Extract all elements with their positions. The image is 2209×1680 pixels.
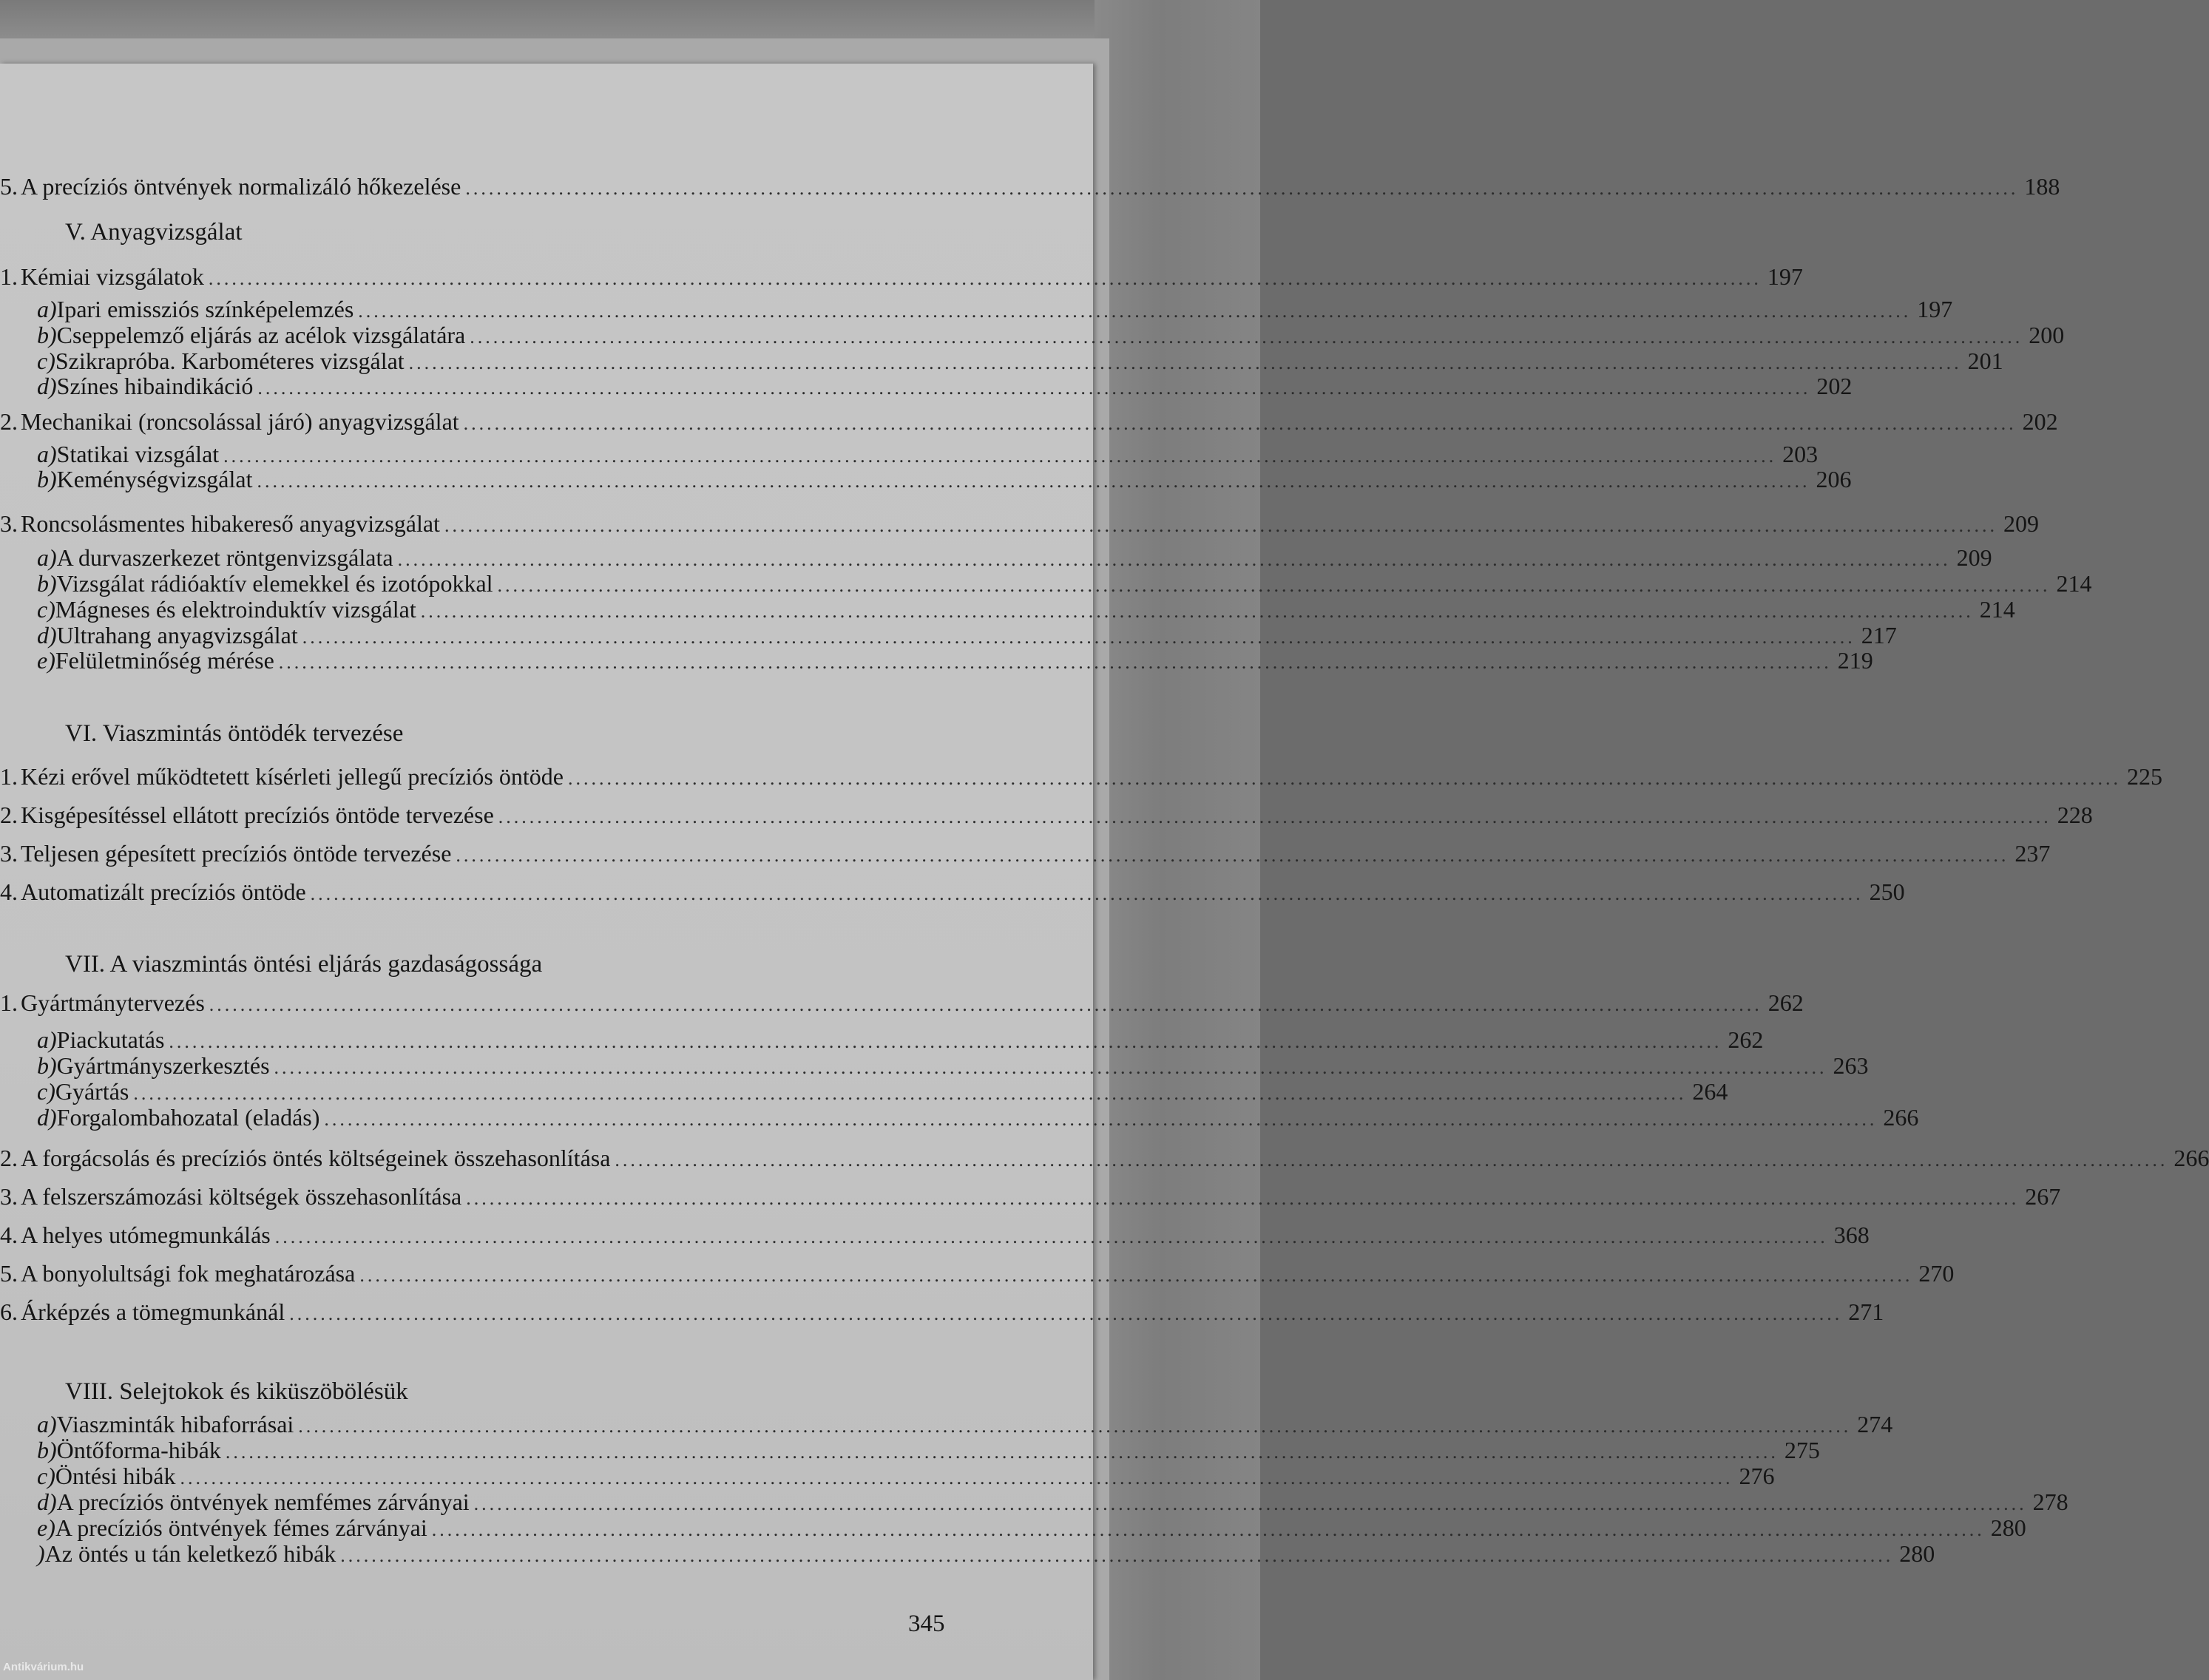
entry-number: 5. xyxy=(0,173,18,200)
entry-number: 1. xyxy=(0,989,18,1016)
entry-title: Árképzés a tömegmunkánál xyxy=(21,1298,285,1325)
leader-dots: ........................................................................................................................................................................................................ xyxy=(473,1493,2027,1514)
entry-page-number: 280 xyxy=(1990,1514,2026,1541)
toc-entry xyxy=(0,1052,1869,1082)
leader-dots: ........................................................................................................................................................................................................ xyxy=(133,1083,1687,1104)
leader-dots: ........................................................................................................................................................................................................ xyxy=(209,994,1762,1015)
toc-entry xyxy=(0,466,1852,495)
toc-entry xyxy=(0,1104,1919,1134)
entry-title: Viaszminták hibaforrásai xyxy=(56,1411,294,1437)
entry-title: Keménységvizsgálat xyxy=(56,466,253,492)
toc-entry xyxy=(0,1514,2026,1544)
leader-dots: ........................................................................................................................................................................................................ xyxy=(498,806,2051,827)
leader-dots: ........................................................................................................................................................................................................ xyxy=(358,300,1912,322)
leader-dots: ........................................................................................................................................................................................................ xyxy=(298,1415,1852,1437)
leader-dots: ........................................................................................................................................................................................................ xyxy=(444,515,1997,536)
entry-page-number: 209 xyxy=(1956,544,1992,571)
entry-title: Forgalombahozatal (eladás) xyxy=(56,1104,320,1131)
section-heading: V. Anyagvizsgálat xyxy=(65,219,243,245)
entry-page-number: 203 xyxy=(1782,441,1819,467)
entry-number: c) xyxy=(37,1463,55,1489)
toc-entry xyxy=(0,570,2092,600)
toc-entry xyxy=(0,1463,1775,1492)
entry-title: Kisgépesítéssel ellátott precíziós öntöde tervezése xyxy=(21,802,494,828)
toc-entry xyxy=(0,989,1804,1019)
entry-page-number: 197 xyxy=(1917,296,1953,322)
entry-title: Cseppelemző eljárás az acélok vizsgálatára xyxy=(56,322,466,348)
entry-title: A precíziós öntvények fémes zárványai xyxy=(55,1514,427,1541)
leader-dots: ........................................................................................................................................................................................................ xyxy=(340,1545,1894,1566)
entry-number: a) xyxy=(37,544,57,571)
toc-entry xyxy=(0,173,2060,203)
entry-page-number: 275 xyxy=(1784,1437,1820,1463)
entry-number: e) xyxy=(37,1514,55,1541)
leader-dots: ........................................................................................................................................................................................................ xyxy=(615,1149,2168,1171)
entry-number: 4. xyxy=(0,878,18,905)
entry-page-number: 201 xyxy=(1967,348,2003,374)
entry-title: Mechanikai (roncsolással járó) anyagvizsgálat xyxy=(21,408,459,435)
entry-title: Színes hibaindikáció xyxy=(56,373,254,399)
leader-dots: ........................................................................................................................................................................................................ xyxy=(470,326,2023,348)
toc-entry xyxy=(0,1298,1884,1328)
leader-dots: ........................................................................................................................................................................................................ xyxy=(359,1264,1913,1286)
leader-dots: ........................................................................................................................................................................................................ xyxy=(466,1188,2020,1209)
entry-title: A felszerszámozási költségek összehasonlítása xyxy=(21,1183,462,1210)
entry-title: Gyártmányszerkesztés xyxy=(56,1052,270,1079)
leader-dots: ........................................................................................................................................................................................................ xyxy=(324,1108,1878,1130)
toc-entry xyxy=(0,647,1873,677)
entry-page-number: 225 xyxy=(2126,763,2162,790)
entry-number: d) xyxy=(37,1104,57,1131)
entry-number: 3. xyxy=(0,510,18,537)
leader-dots: ........................................................................................................................................................................................................ xyxy=(274,1057,1827,1078)
entry-page-number: 270 xyxy=(1918,1260,1955,1287)
entry-title: Szikrapróba. Karbométeres vizsgálat xyxy=(55,348,405,374)
entry-number: c) xyxy=(37,348,55,374)
entry-number: e) xyxy=(37,647,55,674)
entry-number: 6. xyxy=(0,1298,18,1325)
entry-page-number: 197 xyxy=(1767,263,1803,290)
entry-number: 3. xyxy=(0,840,18,867)
entry-page-number: 271 xyxy=(1848,1298,1884,1325)
entry-number: 1. xyxy=(0,763,18,790)
leader-dots: ........................................................................................................................................................................................................ xyxy=(310,883,1864,904)
entry-number: a) xyxy=(37,1411,57,1437)
entry-number: d) xyxy=(37,622,57,648)
entry-number: 1. xyxy=(0,263,18,290)
leader-dots: ........................................................................................................................................................................................................ xyxy=(431,1519,1985,1540)
toc-entry xyxy=(0,596,2015,626)
entry-title: Öntőforma-hibák xyxy=(56,1437,221,1463)
leader-dots: ........................................................................................................................................................................................................ xyxy=(274,1226,1828,1247)
entry-title: Ipari emissziós színképelemzés xyxy=(56,296,354,322)
entry-title: Ultrahang anyagvizsgálat xyxy=(56,622,298,648)
entry-number: a) xyxy=(37,296,57,322)
entry-page-number: 263 xyxy=(1833,1052,1869,1079)
leader-dots: ........................................................................................................................................................................................................ xyxy=(420,600,1974,622)
entry-page-number: 214 xyxy=(2056,570,2092,597)
entry-title: Teljesen gépesített precíziós öntöde tervezése xyxy=(21,840,452,867)
section-heading: VIII. Selejtokok és kiküszöbölésük xyxy=(65,1378,408,1405)
leader-dots: ........................................................................................................................................................................................................ xyxy=(225,1441,1779,1463)
entry-page-number: 200 xyxy=(2029,322,2065,348)
toc-entry xyxy=(0,1145,2209,1174)
entry-page-number: 214 xyxy=(1979,596,2015,623)
entry-number: b) xyxy=(37,1437,57,1463)
leader-dots: ........................................................................................................................................................................................................ xyxy=(465,177,2019,199)
entry-page-number: 264 xyxy=(1692,1078,1728,1105)
leader-dots: ........................................................................................................................................................................................................ xyxy=(278,651,1832,673)
leader-dots: ........................................................................................................................................................................................................ xyxy=(169,1031,1722,1052)
leader-dots: ........................................................................................................................................................................................................ xyxy=(456,844,2009,866)
leader-dots: ........................................................................................................................................................................................................ xyxy=(567,768,2121,789)
toc-entry xyxy=(0,544,1992,574)
entry-title: Roncsolásmentes hibakereső anyagvizsgálat xyxy=(21,510,440,537)
leader-dots: ........................................................................................................................................................................................................ xyxy=(302,626,1856,648)
entry-title: Kémiai vizsgálatok xyxy=(21,263,204,290)
leader-dots: ........................................................................................................................................................................................................ xyxy=(289,1303,1843,1324)
entry-title: A durvaszerkezet röntgenvizsgálata xyxy=(56,544,393,571)
entry-page-number: 267 xyxy=(2025,1183,2061,1210)
entry-number: 2. xyxy=(0,802,18,828)
entry-title: Vizsgálat rádióaktív elemekkel és izotópokkal xyxy=(56,570,493,597)
toc-entry xyxy=(0,840,2051,870)
toc-entry xyxy=(0,510,2039,540)
entry-number: a) xyxy=(37,1026,57,1053)
toc-entry xyxy=(0,1026,1764,1056)
toc-entry xyxy=(0,1488,2068,1518)
entry-page-number: 280 xyxy=(1899,1540,1935,1567)
section-heading: VI. Viaszmintás öntödék tervezése xyxy=(65,720,404,747)
toc-entry xyxy=(0,296,1953,325)
entry-title: Felületminőség mérése xyxy=(55,647,274,674)
leader-dots: ........................................................................................................................................................................................................ xyxy=(397,549,1951,570)
entry-page-number: 250 xyxy=(1869,878,1905,905)
table-of-contents xyxy=(0,64,2209,1680)
entry-number: 4. xyxy=(0,1222,18,1248)
entry-number: a) xyxy=(37,441,57,467)
entry-number: 2. xyxy=(0,408,18,435)
entry-number: ) xyxy=(37,1540,45,1567)
toc-entry xyxy=(0,1411,1893,1440)
entry-page-number: 217 xyxy=(1861,622,1897,648)
entry-title: A forgácsolás és precíziós öntés költségeinek összehasonlítása xyxy=(21,1145,611,1171)
entry-page-number: 262 xyxy=(1728,1026,1764,1053)
entry-number: 3. xyxy=(0,1183,18,1210)
entry-title: A bonyolultsági fok meghatározása xyxy=(21,1260,356,1287)
entry-page-number: 278 xyxy=(2032,1488,2068,1515)
entry-number: c) xyxy=(37,596,55,623)
entry-page-number: 188 xyxy=(2024,173,2060,200)
page-number: 345 xyxy=(908,1610,945,1637)
entry-number: 5. xyxy=(0,1260,18,1287)
book-page xyxy=(0,64,2209,1680)
toc-entry xyxy=(0,802,2093,831)
entry-page-number: 202 xyxy=(2022,408,2058,435)
entry-page-number: 266 xyxy=(1883,1104,1919,1131)
entry-page-number: 209 xyxy=(2003,510,2039,537)
entry-number: b) xyxy=(37,466,57,492)
section-heading: VII. A viaszmintás öntési eljárás gazdaságossága xyxy=(65,951,543,978)
leader-dots: ........................................................................................................................................................................................................ xyxy=(257,470,1810,492)
entry-title: Statikai vizsgálat xyxy=(56,441,220,467)
entry-number: 2. xyxy=(0,1145,18,1171)
entry-page-number: 219 xyxy=(1837,647,1873,674)
leader-dots: ........................................................................................................................................................................................................ xyxy=(180,1467,1733,1488)
toc-entry xyxy=(0,373,1853,402)
entry-page-number: 228 xyxy=(2057,802,2093,828)
entry-title: Öntési hibák xyxy=(55,1463,176,1489)
entry-page-number: 368 xyxy=(1833,1222,1870,1248)
toc-entry xyxy=(0,408,2058,438)
entry-title: Gyártmánytervezés xyxy=(21,989,205,1016)
entry-title: Piackutatás xyxy=(56,1026,165,1053)
toc-entry xyxy=(0,878,1905,908)
entry-number: b) xyxy=(37,322,57,348)
entry-page-number: 206 xyxy=(1816,466,1852,492)
toc-entry xyxy=(0,1260,1955,1290)
toc-entry xyxy=(0,1183,2061,1213)
entry-title: Az öntés u tán keletkező hibák xyxy=(44,1540,336,1567)
entry-number: d) xyxy=(37,1488,57,1515)
leader-dots: ........................................................................................................................................................................................................ xyxy=(463,413,2017,434)
leader-dots: ........................................................................................................................................................................................................ xyxy=(408,352,1962,373)
entry-page-number: 262 xyxy=(1767,989,1804,1016)
entry-title: A precíziós öntvények normalizáló hőkezelése xyxy=(21,173,461,200)
watermark: Antikvárium.hu xyxy=(3,1661,84,1673)
entry-number: c) xyxy=(37,1078,55,1105)
toc-entry xyxy=(0,322,2065,351)
entry-title: A helyes utómegmunkálás xyxy=(21,1222,271,1248)
entry-number: b) xyxy=(37,1052,57,1079)
toc-entry xyxy=(0,1222,1870,1251)
entry-title: Kézi erővel működtetett kísérleti jellegű precíziós öntöde xyxy=(21,763,564,790)
toc-entry xyxy=(0,1540,1935,1570)
leader-dots: ........................................................................................................................................................................................................ xyxy=(223,445,1777,467)
leader-dots: ........................................................................................................................................................................................................ xyxy=(208,268,1762,289)
leader-dots: ........................................................................................................................................................................................................ xyxy=(257,377,1811,399)
entry-title: A precíziós öntvények nemfémes zárványai xyxy=(56,1488,470,1515)
entry-page-number: 202 xyxy=(1816,373,1853,399)
toc-entry xyxy=(0,1078,1728,1108)
toc-entry xyxy=(0,263,1803,293)
entry-title: Automatizált precíziós öntöde xyxy=(21,878,306,905)
entry-number: b) xyxy=(37,570,57,597)
toc-entry xyxy=(0,763,2162,793)
entry-page-number: 266 xyxy=(2174,1145,2209,1171)
entry-number: d) xyxy=(37,373,57,399)
entry-page-number: 274 xyxy=(1857,1411,1893,1437)
toc-entry xyxy=(0,1437,1820,1466)
entry-page-number: 237 xyxy=(2015,840,2051,867)
entry-title: Mágneses és elektroinduktív vizsgálat xyxy=(55,596,416,623)
entry-title: Gyártás xyxy=(55,1078,129,1105)
leader-dots: ........................................................................................................................................................................................................ xyxy=(497,575,2051,596)
entry-page-number: 276 xyxy=(1739,1463,1775,1489)
